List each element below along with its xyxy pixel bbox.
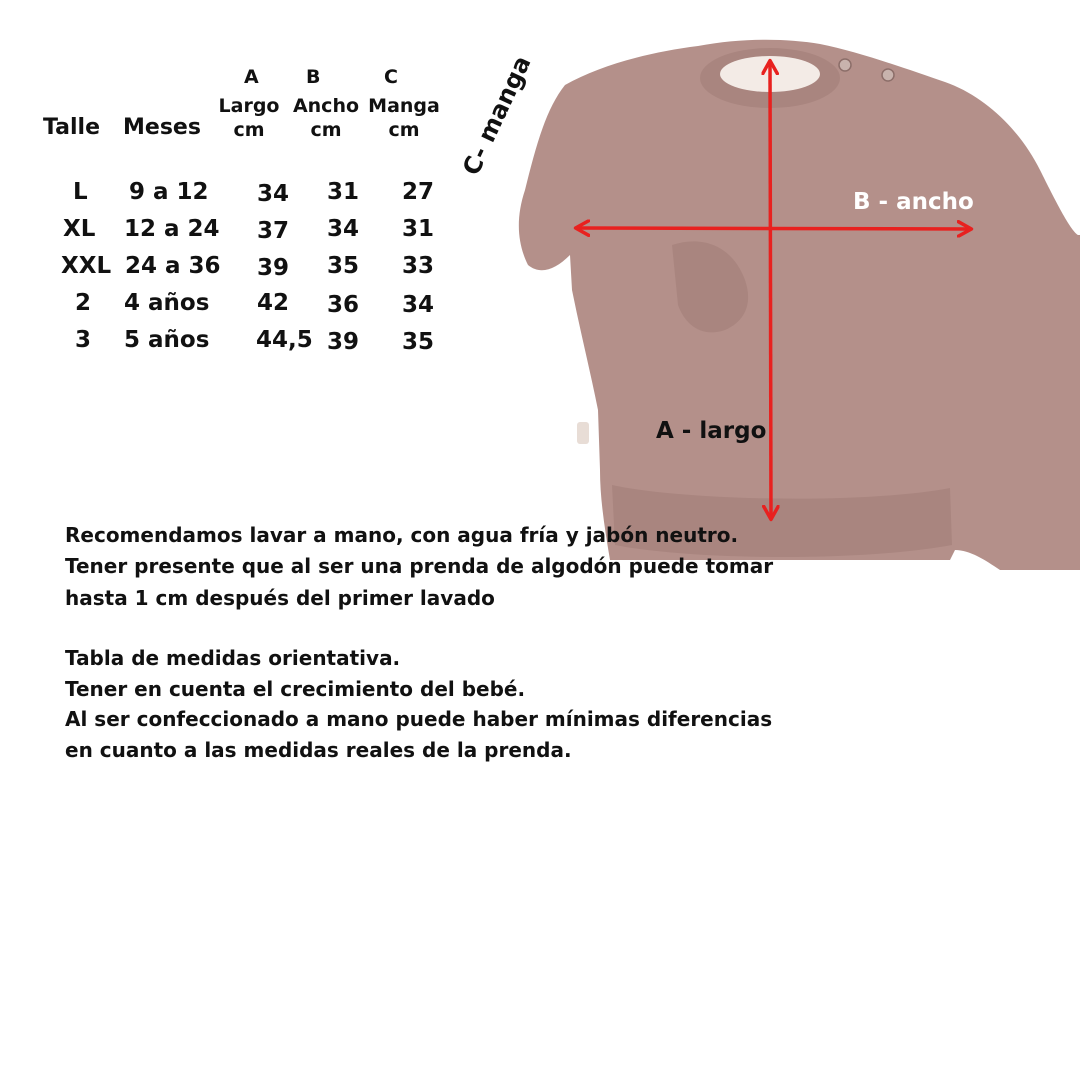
row-1-talle: L: [73, 179, 88, 205]
manga-label: C- manga: [457, 51, 537, 180]
row-4-talle: 2: [75, 290, 92, 316]
largo-label: A - largo: [656, 418, 767, 444]
row-1-meses: 9 a 12: [129, 179, 209, 205]
care-line-2: Tener presente que al ser una prenda de algodón puede tomar: [65, 554, 774, 578]
header-talle: Talle: [43, 115, 101, 140]
header-meses: Meses: [123, 115, 201, 140]
sweater-tag: [577, 422, 589, 444]
row-3-ancho: 35: [327, 253, 360, 279]
row-4-largo: 42: [257, 290, 290, 316]
ancho-label: B - ancho: [853, 189, 974, 215]
row-1-largo: 34: [257, 181, 290, 207]
row-2-manga: 31: [402, 216, 435, 242]
row-5-meses: 5 años: [124, 327, 210, 353]
header-ancho-unit: cm: [310, 119, 342, 141]
col-letter-c: C: [384, 66, 398, 88]
row-5-manga: 35: [402, 329, 435, 355]
disclaimer-line-3: Al ser confeccionado a mano puede haber mínimas diferencias: [65, 707, 773, 731]
row-1-manga: 27: [402, 179, 435, 205]
row-2-ancho: 34: [327, 216, 360, 242]
row-2-largo: 37: [257, 218, 290, 244]
row-4-manga: 34: [402, 292, 435, 318]
ancho-arrow: [577, 228, 970, 229]
snap-button-2: [882, 69, 894, 81]
row-3-manga: 33: [402, 253, 435, 279]
header-manga-unit: cm: [388, 119, 420, 141]
header-largo-title: Largo: [218, 95, 280, 117]
header-ancho: [291, 94, 361, 142]
row-3-meses: 24 a 36: [125, 253, 221, 279]
row-4-meses: 4 años: [124, 290, 210, 316]
row-2-meses: 12 a 24: [124, 216, 220, 242]
disclaimer-line-2: Tener en cuenta el crecimiento del bebé.: [65, 677, 526, 701]
header-largo: [215, 94, 283, 142]
disclaimer-line-4: en cuanto a las medidas reales de la prenda.: [65, 738, 572, 762]
row-4-ancho: 36: [327, 292, 360, 318]
row-1-ancho: 31: [327, 179, 360, 205]
header-manga-title: Manga: [368, 95, 440, 117]
sweater-shape: [519, 40, 1080, 570]
disclaimer-line-1: Tabla de medidas orientativa.: [65, 646, 401, 670]
row-3-largo: 39: [257, 255, 290, 281]
row-5-largo: 44,5: [256, 327, 313, 353]
row-5-ancho: 39: [327, 329, 360, 355]
col-letter-b: B: [306, 66, 321, 88]
largo-arrow: [770, 62, 771, 518]
col-letter-a: A: [244, 66, 259, 88]
sweater-diagram: [440, 30, 1080, 570]
snap-button-1: [839, 59, 851, 71]
care-line-3: hasta 1 cm después del primer lavado: [65, 586, 495, 610]
header-ancho-title: Ancho: [292, 95, 360, 117]
row-5-talle: 3: [75, 327, 92, 353]
header-largo-unit: cm: [233, 119, 265, 141]
header-manga: [366, 94, 442, 142]
row-3-talle: XXL: [61, 253, 112, 279]
sweater-body: [519, 40, 1080, 570]
row-2-talle: XL: [63, 216, 96, 242]
care-line-1: Recomendamos lavar a mano, con agua fría y jabón neutro.: [65, 523, 739, 547]
